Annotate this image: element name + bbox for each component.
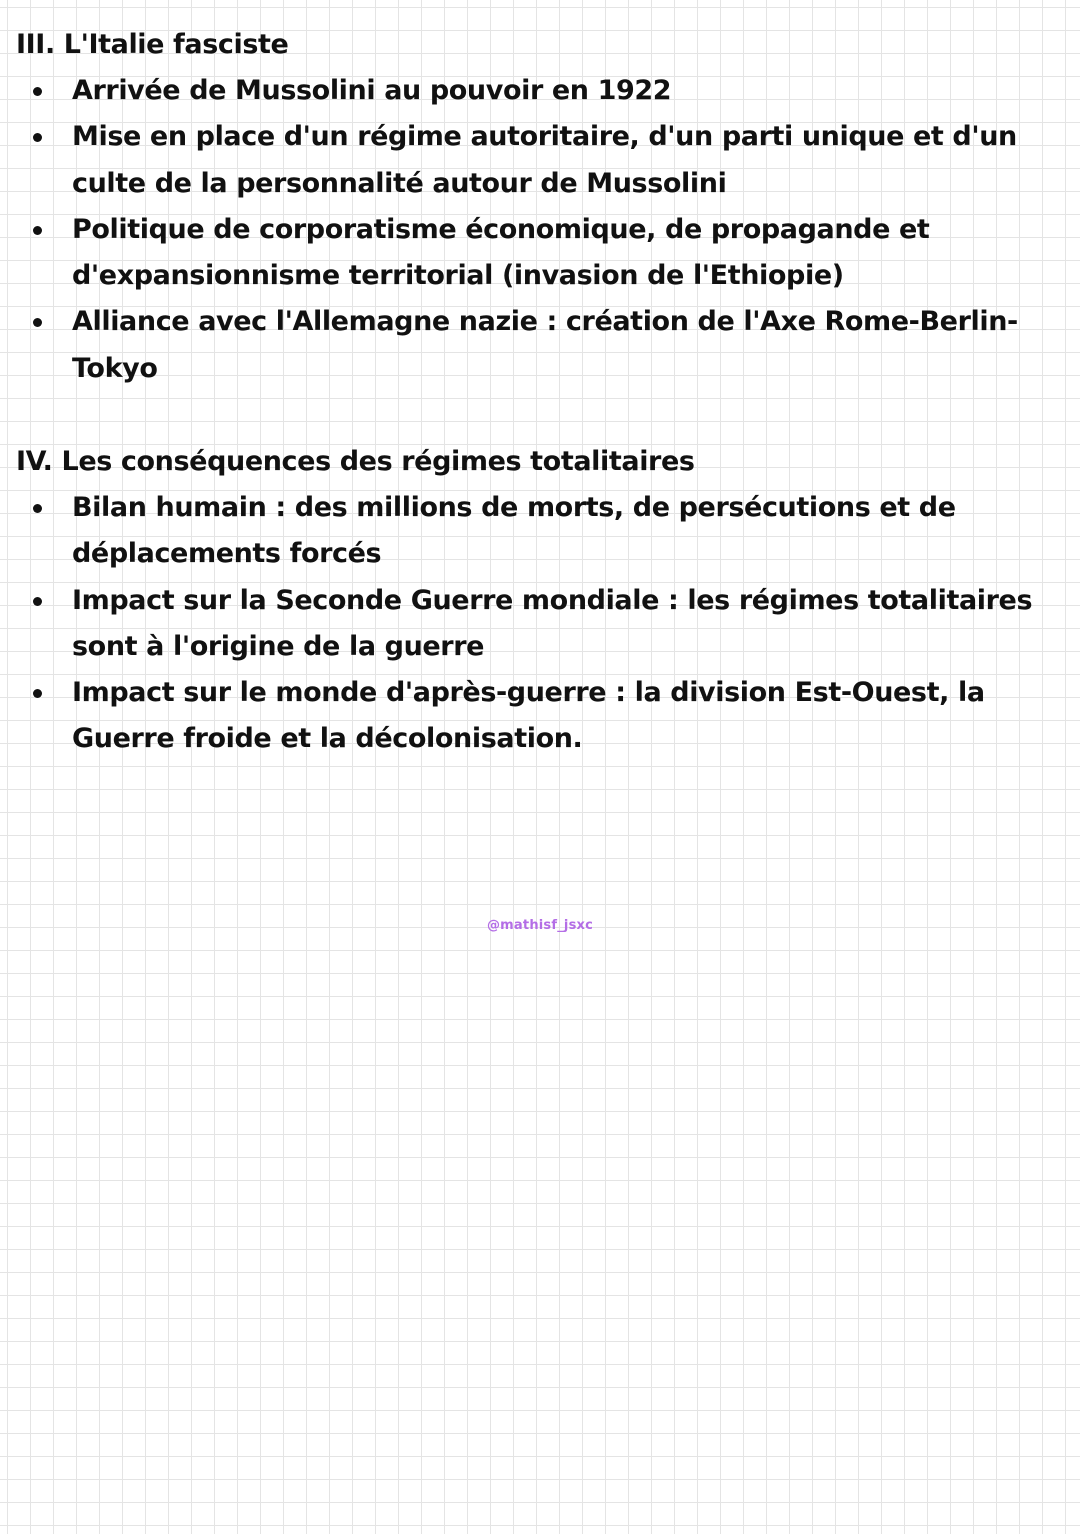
bullet-icon <box>33 504 42 513</box>
bullet-icon <box>33 87 42 96</box>
list-item-text: Mise en place d'un régime autoritaire, d'un parti unique et d'un culte de la personnalité autour de Mussolini <box>72 121 1017 199</box>
bullet-icon <box>33 226 42 235</box>
list-item <box>16 578 1076 671</box>
section-consequences <box>16 439 1076 763</box>
section-heading: III. L'Italie fasciste <box>16 29 289 60</box>
list-item-text: Politique de corporatisme économique, de propagande et d'expansionnisme territorial (invasion de l'Ethiopie) <box>72 213 930 292</box>
bullet-list <box>16 68 1076 392</box>
bullet-icon <box>33 689 42 698</box>
list-item <box>16 207 1076 300</box>
list-item <box>16 485 1076 578</box>
bullet-icon <box>33 133 42 142</box>
list-item-text: Bilan humain : des millions de morts, de persécutions et de déplacements forcés <box>72 492 956 570</box>
list-item <box>16 68 1076 114</box>
section-italie-fasciste <box>16 22 1076 392</box>
section-heading: IV. Les conséquences des régimes totalitaires <box>16 446 695 477</box>
list-item-text: Alliance avec l'Allemagne nazie : création de l'Axe Rome-Berlin-Tokyo <box>72 306 1018 384</box>
watermark: @mathisf_jsxc <box>486 918 594 933</box>
bullet-icon <box>33 597 42 606</box>
list-item-text: Impact sur le monde d'après-guerre : la division Est-Ouest, la Guerre froide et la décolonisation. <box>72 677 985 755</box>
list-item-text: Arrivée de Mussolini au pouvoir en 1922 <box>72 75 672 106</box>
list-item-text: Impact sur la Seconde Guerre mondiale : les régimes totalitaires sont à l'origine de la guerre <box>72 584 1033 662</box>
bullet-list <box>16 485 1076 763</box>
list-item <box>16 670 1076 763</box>
list-item <box>16 114 1076 207</box>
list-item <box>16 299 1076 392</box>
bullet-icon <box>33 318 42 327</box>
